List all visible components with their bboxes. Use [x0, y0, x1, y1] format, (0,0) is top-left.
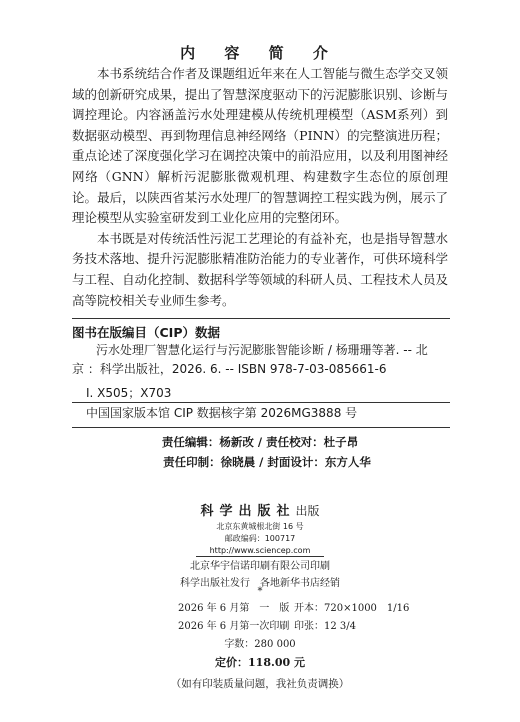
book-specifications [0, 600, 520, 672]
distributor: 科学出版社发行 各地新华书店经销 [180, 578, 340, 589]
publisher-info [0, 521, 520, 557]
summary-paragraph-2: 本书既是对传统活性污泥工艺理论的有益补充，也是指导智慧水务技术落地、提升污泥膨胀精准防治能力的专业著作，可供环境科学与工程、自动化控制、数据科学等领域的科研人员、工程技术人员及高等院校相关专业师生参考。 [72, 230, 448, 308]
spec-row-edition [0, 600, 520, 618]
cip-line-2: 京 ：科学出版社，2026. 6. -- ISBN 978-7-03-085661-6 [72, 362, 387, 376]
spec-row-impression [0, 618, 520, 636]
spec-row-price [0, 654, 520, 672]
summary-paragraph-1: 本书系统结合作者及课题组近年来在人工智能与微生态学交叉领域的创新研究成果，提出了智慧深度驱动下的污泥膨胀识别、诊断与调控理论。内容涵盖污水处理建模从传统机理模型（ASM系列）到数据驱动模型、再到物理信息神经网络（PINN）的完整演进历程；重点论述了深度强化学习在调控决策中的前沿应用，以及利用图神经网络（GNN）解析污泥膨胀微观机理、构建数字生态位的原创理论。最后，以陕西省某污水处理厂的智慧调控工程实践为例，展示了理论模型从实验室研发到工业化应用的完整闭环。 [72, 66, 448, 226]
sheets-label: 印张：12 3/4 [294, 621, 356, 632]
cip-mid-rule [72, 402, 450, 403]
edition-label: 2026 年 6 月第 一 版 [178, 603, 290, 614]
separator-star: * [257, 586, 263, 597]
cip-record [72, 341, 450, 379]
price-label: 定价：118.00 元 [215, 656, 305, 669]
editorial-credits [0, 432, 520, 472]
publisher-address: 北京东黄城根北街 16 号 [216, 522, 304, 531]
cip-top-rule [72, 318, 450, 319]
cip-bottom-rule [72, 427, 450, 428]
cip-heading: 图书在版编目（CIP）数据 [72, 325, 220, 340]
publisher-suffix: 出版 [295, 504, 320, 518]
summary-body [72, 64, 448, 311]
publisher-name [0, 500, 520, 519]
printer-name: 北京华宇信诺印刷有限公司印刷 [190, 561, 330, 572]
cip-verification-number: 中国国家版本馆 CIP 数据核字第 2026MG3888 号 [86, 406, 358, 420]
publisher-postcode: 邮政编码：100717 [224, 534, 296, 543]
publisher-rule [196, 556, 324, 557]
cip-classification: Ⅰ. X505；X703 [86, 386, 172, 400]
format-label: 开本：720×1000 1/16 [294, 603, 410, 614]
wordcount-label: 字数：280 000 [224, 639, 296, 650]
publisher-website: http://www.sciencep.com [209, 546, 311, 555]
page-title: 内 容 简 介 [180, 44, 340, 62]
spec-row-wordcount [0, 636, 520, 654]
credits-line-2: 责任印制：徐晓晨 / 封面设计：东方人华 [163, 455, 371, 469]
cip-line-1: 污水处理厂智慧化运行与污泥膨胀智能诊断 / 杨珊珊等著. -- 北 [96, 343, 428, 357]
credits-line-1: 责任编辑：杨新改 / 责任校对：杜子昂 [161, 435, 359, 449]
impression-label: 2026 年 6 月第一次印刷 [178, 621, 290, 632]
quality-notice: （如有印装质量问题，我社负责调换） [170, 678, 350, 690]
publisher-logo-text: 科学出版社 [200, 504, 296, 519]
